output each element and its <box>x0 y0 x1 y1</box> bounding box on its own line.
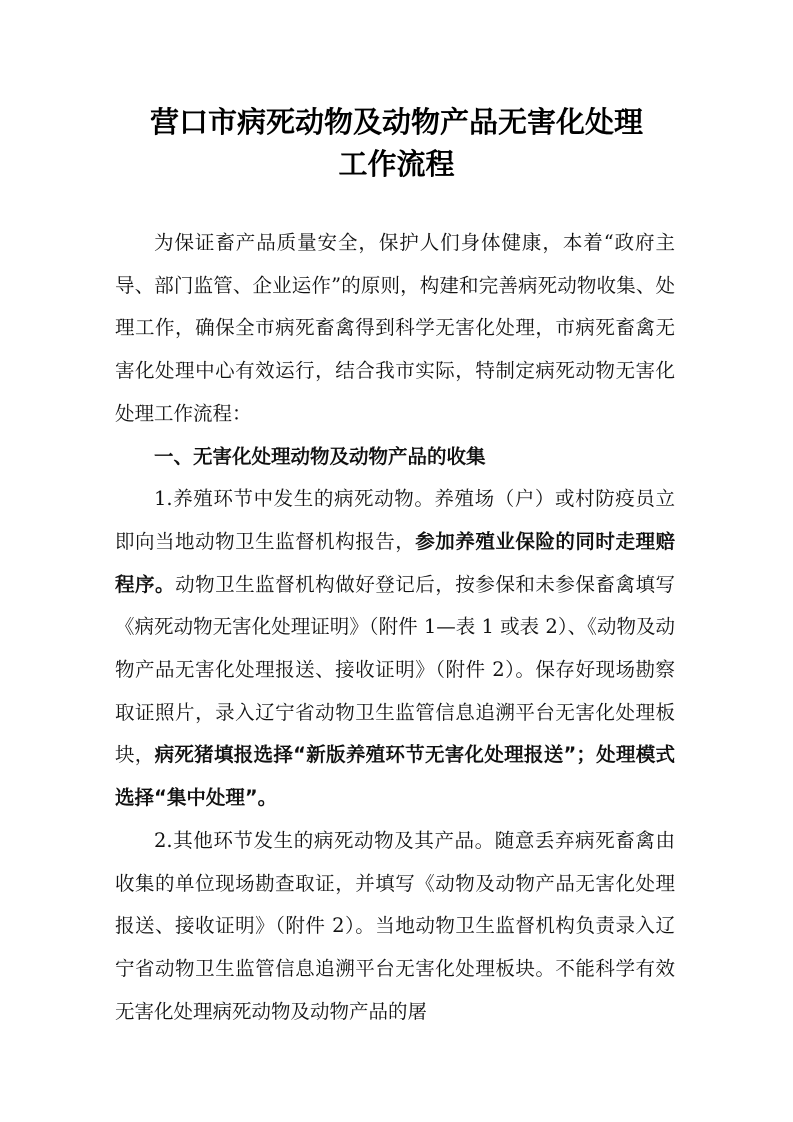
item-1-bold-text-2: 病死猪填报选择“新版养殖环节无害化处理报送”；处理模式选择“集中处理”。 <box>115 743 675 810</box>
document-title-line-2: 工作流程 <box>338 147 455 181</box>
item-1-bold-text-1: 参加养殖业保险的同时走理赔程序。 <box>115 529 675 596</box>
section-1-heading: 一、无害化处理动物及动物产品的收集 <box>154 444 486 468</box>
document-body <box>115 222 675 1033</box>
intro-paragraph: 为保证畜产品质量安全，保护人们身体健康，本着“政府主导、部门监管、企业运作”的原则，构建和完善病死动物收集、处理工作，确保全市病死畜禽得到科学无害化处理，市病死畜禽无害化处理中心有效运行，结合我市实际，特制定病死动物无害化处理工作流程： <box>115 231 675 425</box>
document-title-line-1: 营口市病死动物及动物产品无害化处理 <box>149 105 643 139</box>
section-1-item-2: 2.其他环节发生的病死动物及其产品。随意丢弃病死畜禽由收集的单位现场勘查取证，并填写《动物及动物产品无害化处理报送、接收证明》（附件 2）。当地动物卫生监督机构负责录入辽宁省动物卫生监管信息追溯平台无害化处理板块。不能科学有效无害化处理病死动物及动物产品的屠 <box>115 828 675 1023</box>
item-1-text-part-1: 1.养殖环节中发生的病死动物。养殖场（户）或村防疫员立即向当地动物卫生监督机构报告， <box>115 487 675 553</box>
item-1-text-part-2: 动物卫生监督机构做好登记后，按参保和未参保畜禽填写《病死动物无害化处理证明》（附件 1—表 1 或表 2）、《动物及动物产品无害化处理报送、接收证明》（附件 2）。保存好现场勘察取证照片，录入辽宁省动物卫生监管信息追溯平台无害化处理板块， <box>115 572 675 767</box>
section-1-item-1 <box>115 478 675 820</box>
